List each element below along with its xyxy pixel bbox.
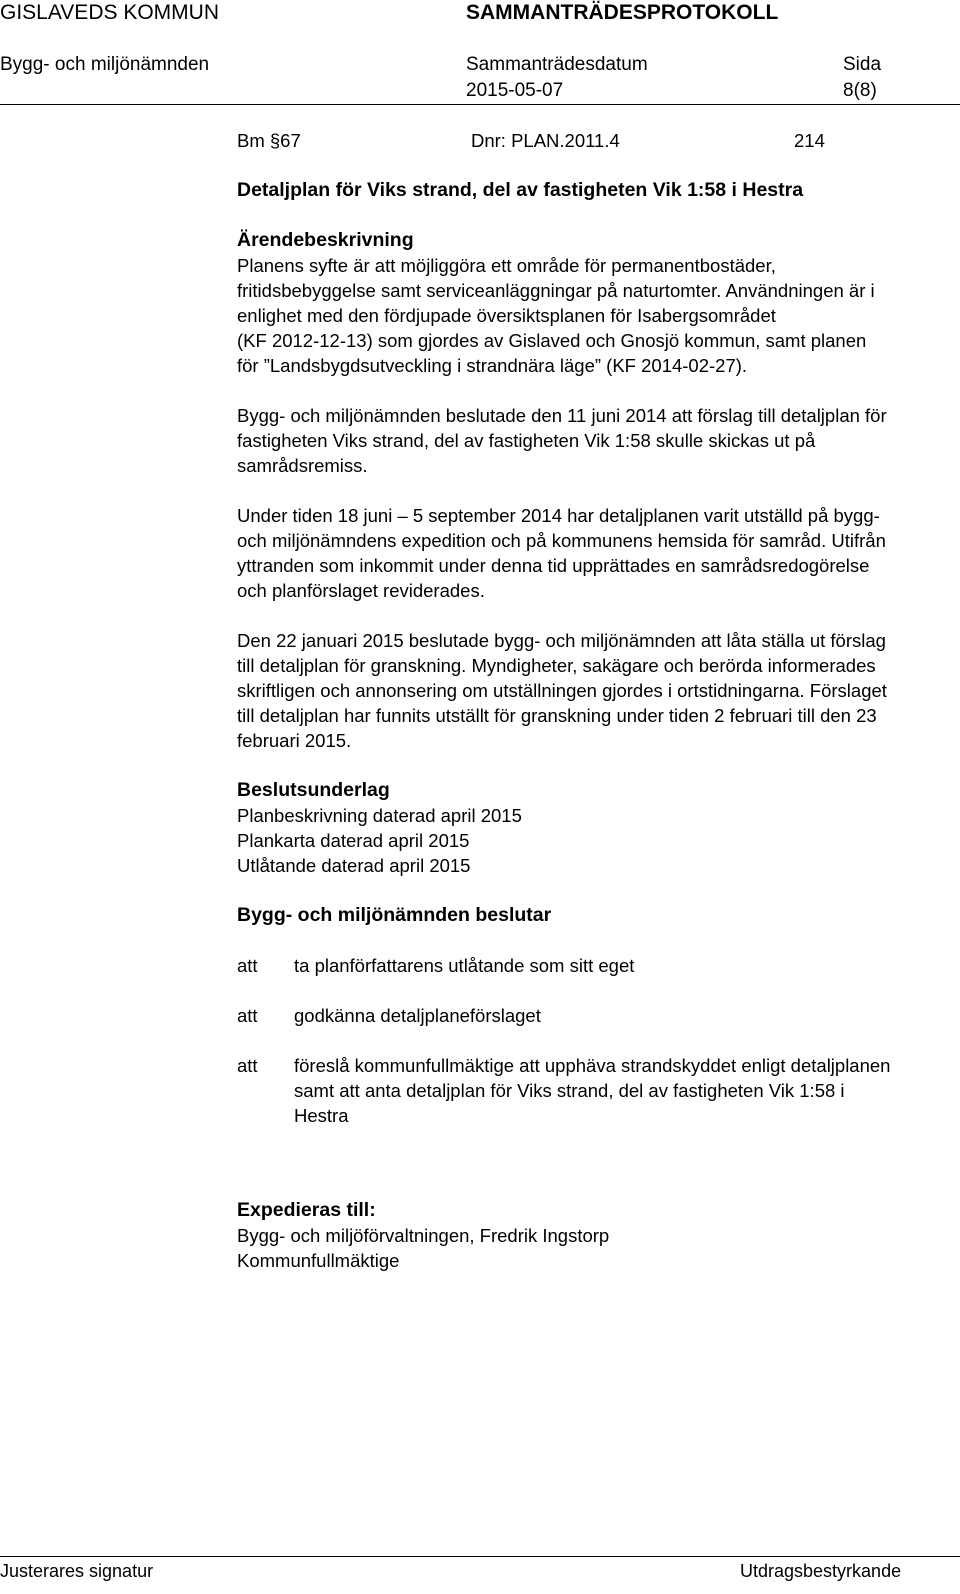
text-line: ta planförfattarens utlåtande som sitt eget [294,955,635,976]
page-number: 8(8) [843,80,877,101]
expedieras-heading: Expedieras till: [237,1199,376,1221]
arende-paragraph [237,628,937,753]
decision-text [294,1003,937,1028]
underlag-heading: Beslutsunderlag [237,779,390,801]
decision-item [237,953,937,978]
decision-item [237,1003,937,1028]
text-line: till detaljplan för granskning. Myndigheter, sakägare och berörda informerades [237,655,876,676]
beslut-list [237,953,937,1128]
expedieras-item: Bygg- och miljöförvaltningen, Fredrik Ingstorp [237,1225,610,1246]
decision-att-label: att [237,955,258,976]
page-label: Sida [843,54,882,75]
text-line: för ”Landsbygdsutveckling i strandnära läge” (KF 2014-02-27). [237,355,748,376]
footer-divider [0,1556,960,1557]
text-line: Planens syfte är att möjliggöra ett område för permanentbostäder, [237,255,776,276]
text-line: Hestra [294,1105,349,1126]
text-line: och planförslaget reviderades. [237,580,485,601]
underlag-item: Plankarta daterad april 2015 [237,830,470,851]
org-name: GISLAVEDS KOMMUN [0,1,219,24]
case-dnr: Dnr: PLAN.2011.4 [471,130,620,151]
case-reference [237,128,937,154]
decision-att-label: att [237,1055,258,1076]
decision-att-label: att [237,1005,258,1026]
text-line: enlighet med den fördjupade översiktsplanen för Isabergsområdet [237,305,776,326]
arende-heading: Ärendebeskrivning [237,229,414,251]
text-line: samt att anta detaljplan för Viks strand, del av fastigheten Vik 1:58 i [294,1080,845,1101]
expedieras-item: Kommunfullmäktige [237,1250,400,1271]
text-line: februari 2015. [237,730,352,751]
text-line: fastigheten Viks strand, del av fastigheten Vik 1:58 skulle skickas ut på [237,430,816,451]
text-line: Den 22 januari 2015 beslutade bygg- och miljönämnden att låta ställa ut förslag [237,630,886,651]
text-line: till detaljplan har funnits utställt för granskning under tiden 2 februari till den 23 [237,705,877,726]
case-code: 214 [794,130,825,151]
arende-paragraphs [237,253,937,753]
footer-certification-label: Utdragsbestyrkande [740,1561,902,1581]
footer-signature-label: Justerares signatur [0,1561,154,1581]
text-line: skriftligen och annonsering om utställningen gjordes i ortstidningarna. Förslaget [237,680,887,701]
underlag-item: Utlåtande daterad april 2015 [237,855,471,876]
protocol-body [237,128,937,1273]
text-line: Bygg- och miljönämnden beslutade den 11 juni 2014 att förslag till detaljplan för [237,405,887,426]
board-name: Bygg- och miljönämnden [0,54,210,75]
text-line: och miljönämndens expedition och på kommunens hemsida för samråd. Utifrån [237,530,886,551]
decision-text [294,953,937,978]
text-line: yttranden som inkommit under denna tid upprättades en samrådsredogörelse [237,555,870,576]
decision-text [294,1053,937,1128]
text-line: samrådsremiss. [237,455,368,476]
text-line: föreslå kommunfullmäktige att upphäva strandskyddet enligt detaljplanen [294,1055,891,1076]
expedieras-list [237,1223,937,1273]
arende-paragraph [237,253,937,378]
case-number: Bm §67 [237,130,301,151]
text-line: godkänna detaljplaneförslaget [294,1005,541,1026]
underlag-item: Planbeskrivning daterad april 2015 [237,805,522,826]
beslut-heading: Bygg- och miljönämnden beslutar [237,904,552,926]
arende-paragraph [237,403,937,478]
text-line: Under tiden 18 juni – 5 september 2014 har detaljplanen varit utställd på bygg- [237,505,880,526]
document-type: SAMMANTRÄDESPROTOKOLL [466,1,779,24]
date-label: Sammanträdesdatum [466,54,648,75]
case-title: Detaljplan för Viks strand, del av fastigheten Vik 1:58 i Hestra [237,179,804,201]
header-divider [0,104,960,105]
text-line: fritidsbebyggelse samt serviceanläggningar på naturtomter. Användningen är i [237,280,875,301]
arende-paragraph [237,503,937,603]
meeting-date: 2015-05-07 [466,80,564,101]
underlag-list [237,803,937,878]
text-line: (KF 2012-12-13) som gjordes av Gislaved och Gnosjö kommun, samt planen [237,330,867,351]
decision-item [237,1053,937,1128]
